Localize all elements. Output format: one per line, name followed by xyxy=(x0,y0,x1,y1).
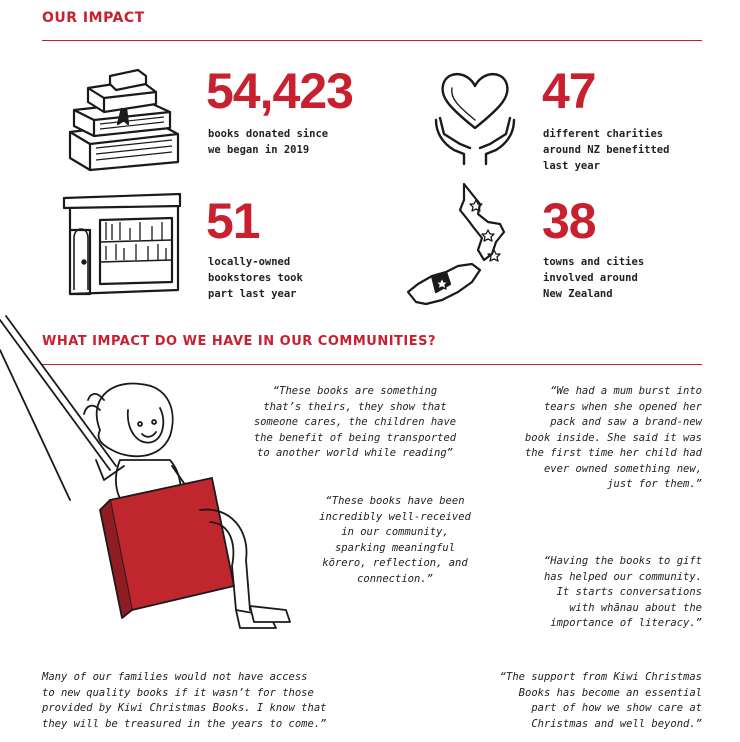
stat-desc-towns: towns and cities involved around New Zealand xyxy=(543,256,645,300)
stat-desc-charities: different charities around NZ benefitted last year xyxy=(543,128,670,172)
stat-desc-books: books donated since we began in 2019 xyxy=(208,128,329,156)
quote-theirs: “These books are something that’s theirs, they show that someone cares, the children have the benefit of being transported to another world while reading” xyxy=(253,385,457,459)
bookstore-icon xyxy=(60,190,185,300)
books-stack-icon xyxy=(60,62,190,172)
stat-number-towns: 38 xyxy=(542,193,596,249)
quote-support: “The support from Kiwi Christmas Books has become an essential part of how we show care at Christmas and well beyond.” xyxy=(499,671,702,730)
quote-well-received: “These books have been incredibly well-received in our community, sparking meaningful kōrero, reflection, and connection.” xyxy=(319,495,471,585)
girl-on-book-swing-illustration xyxy=(0,310,300,650)
section-title-community-impact: WHAT IMPACT DO WE HAVE IN OUR COMMUNITIES? xyxy=(42,334,437,349)
stat-number-charities: 47 xyxy=(542,63,596,119)
quote-mum-tears: “We had a mum burst into tears when she opened her pack and saw a brand-new book inside. She said it was the first time her child had ever owned something new, just for them.” xyxy=(524,385,702,490)
stat-number-books: 54,423 xyxy=(206,63,353,119)
nz-map-icon xyxy=(402,180,527,310)
stat-desc-bookstores: locally-owned bookstores took part last year xyxy=(208,256,303,300)
quote-gift-books: “Having the books to gift has helped our community. It starts conversations with whānau about the importance of literacy.” xyxy=(543,555,702,629)
quote-families-access: Many of our families would not have access to new quality books if it wasn’t for those provided by Kiwi Christmas Books. I know that they will be treasured in the years to come.” xyxy=(42,671,327,730)
section-title-our-impact: OUR IMPACT xyxy=(42,10,145,26)
stat-number-bookstores: 51 xyxy=(206,193,260,249)
section-divider xyxy=(42,40,702,41)
heart-hands-icon xyxy=(430,68,520,168)
